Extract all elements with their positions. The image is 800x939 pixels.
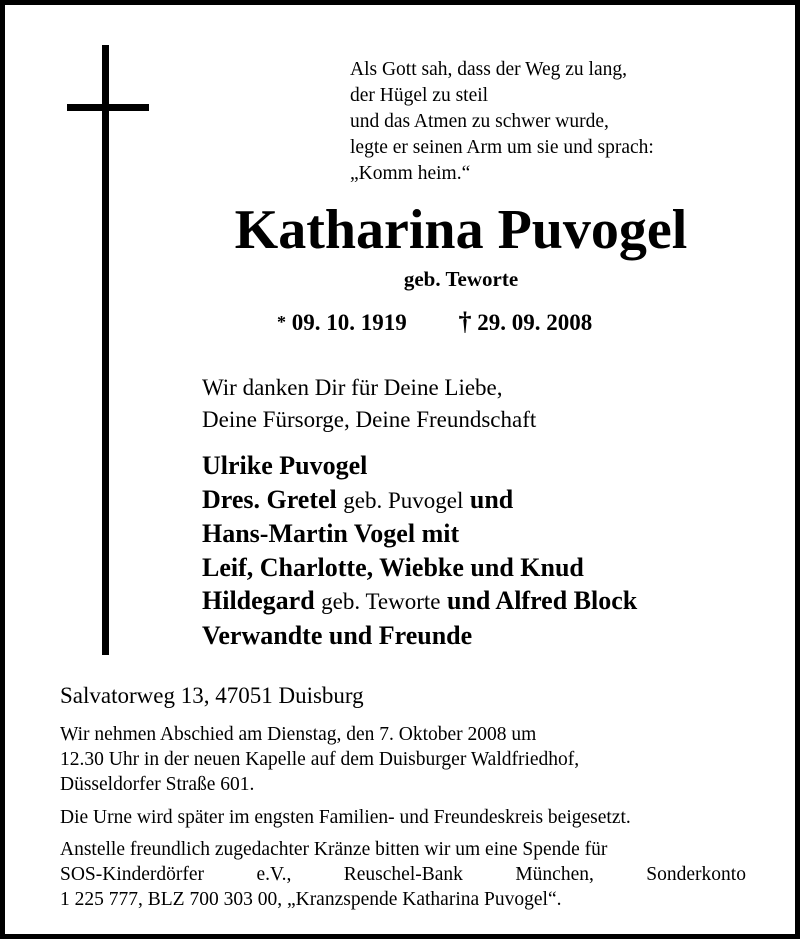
cross-icon-bar	[67, 104, 149, 111]
donation-line: Anstelle freundlich zugedachter Kränze bitten wir um eine Spende für	[60, 839, 608, 860]
mourner-line	[202, 551, 637, 585]
birth-star-icon: *	[277, 312, 286, 332]
donation-word: e.V.,	[256, 864, 292, 885]
poem-line: der Hügel zu steil	[350, 85, 489, 106]
thanks-text	[202, 372, 536, 436]
life-dates	[277, 307, 592, 338]
donation-word: Reuschel-Bank	[343, 864, 463, 885]
urn-notice	[60, 805, 780, 830]
mourner-line	[202, 584, 637, 619]
donation-line: 1 225 777, BLZ 700 303 00, „Kranzspende Katharina Puvogel“.	[60, 889, 562, 910]
poem-line: legte er seinen Arm um sie und sprach:	[350, 137, 654, 158]
donation-word: Sonderkonto	[646, 864, 746, 885]
mourner-connector: und	[469, 484, 514, 514]
mourner-line	[202, 483, 637, 518]
mourner-name: Verwandte und Freunde	[202, 620, 473, 650]
poem-line: Als Gott sah, dass der Weg zu lang,	[350, 59, 627, 80]
poem-line: und das Atmen zu schwer wurde,	[350, 111, 609, 132]
donation-line	[60, 862, 746, 887]
death-date: 29. 09. 2008	[477, 310, 593, 335]
funeral-line: 12.30 Uhr in der neuen Kapelle auf dem Duisburger Waldfriedhof,	[60, 749, 580, 770]
mourners-list	[202, 449, 637, 652]
deceased-name: Katharina Puvogel	[234, 199, 688, 261]
mourner-birth-name: geb. Puvogel	[343, 487, 464, 513]
thanks-line: Wir danken Dir für Deine Liebe,	[202, 375, 503, 400]
donation-notice	[60, 837, 780, 912]
mourner-name: Hans-Martin Vogel mit	[202, 519, 460, 548]
mourner-name: und Alfred Block	[446, 586, 638, 615]
mourner-name: Dres. Gretel	[202, 484, 337, 514]
cross-icon	[102, 45, 109, 655]
mourner-line	[202, 449, 637, 483]
poem	[350, 57, 654, 187]
urn-line: Die Urne wird später im engsten Familien- und Freundeskreis beigesetzt.	[60, 807, 631, 828]
funeral-line: Düsseldorfer Straße 601.	[60, 774, 255, 795]
mourner-name: Ulrike Puvogel	[202, 451, 368, 480]
thanks-line: Deine Fürsorge, Deine Freundschaft	[202, 407, 537, 432]
mourner-name: Leif, Charlotte, Wiebke und Knud	[202, 552, 584, 582]
address: Salvatorweg 13, 47051 Duisburg	[60, 683, 364, 708]
mourner-name: Hildegard	[202, 586, 315, 615]
donation-word: SOS-Kinderdörfer	[60, 864, 205, 885]
mourner-line	[202, 517, 637, 551]
birth-date: 09. 10. 1919	[291, 310, 407, 335]
donation-word: München,	[515, 864, 594, 885]
mourner-birth-name: geb. Teworte	[321, 589, 441, 614]
birth-name: geb. Teworte	[403, 267, 519, 291]
death-dagger-icon: †	[458, 307, 472, 336]
mourner-line	[202, 619, 637, 653]
poem-line: „Komm heim.“	[350, 163, 471, 184]
funeral-line: Wir nehmen Abschied am Dienstag, den 7. Oktober 2008 um	[60, 724, 537, 745]
funeral-notice	[60, 722, 780, 797]
